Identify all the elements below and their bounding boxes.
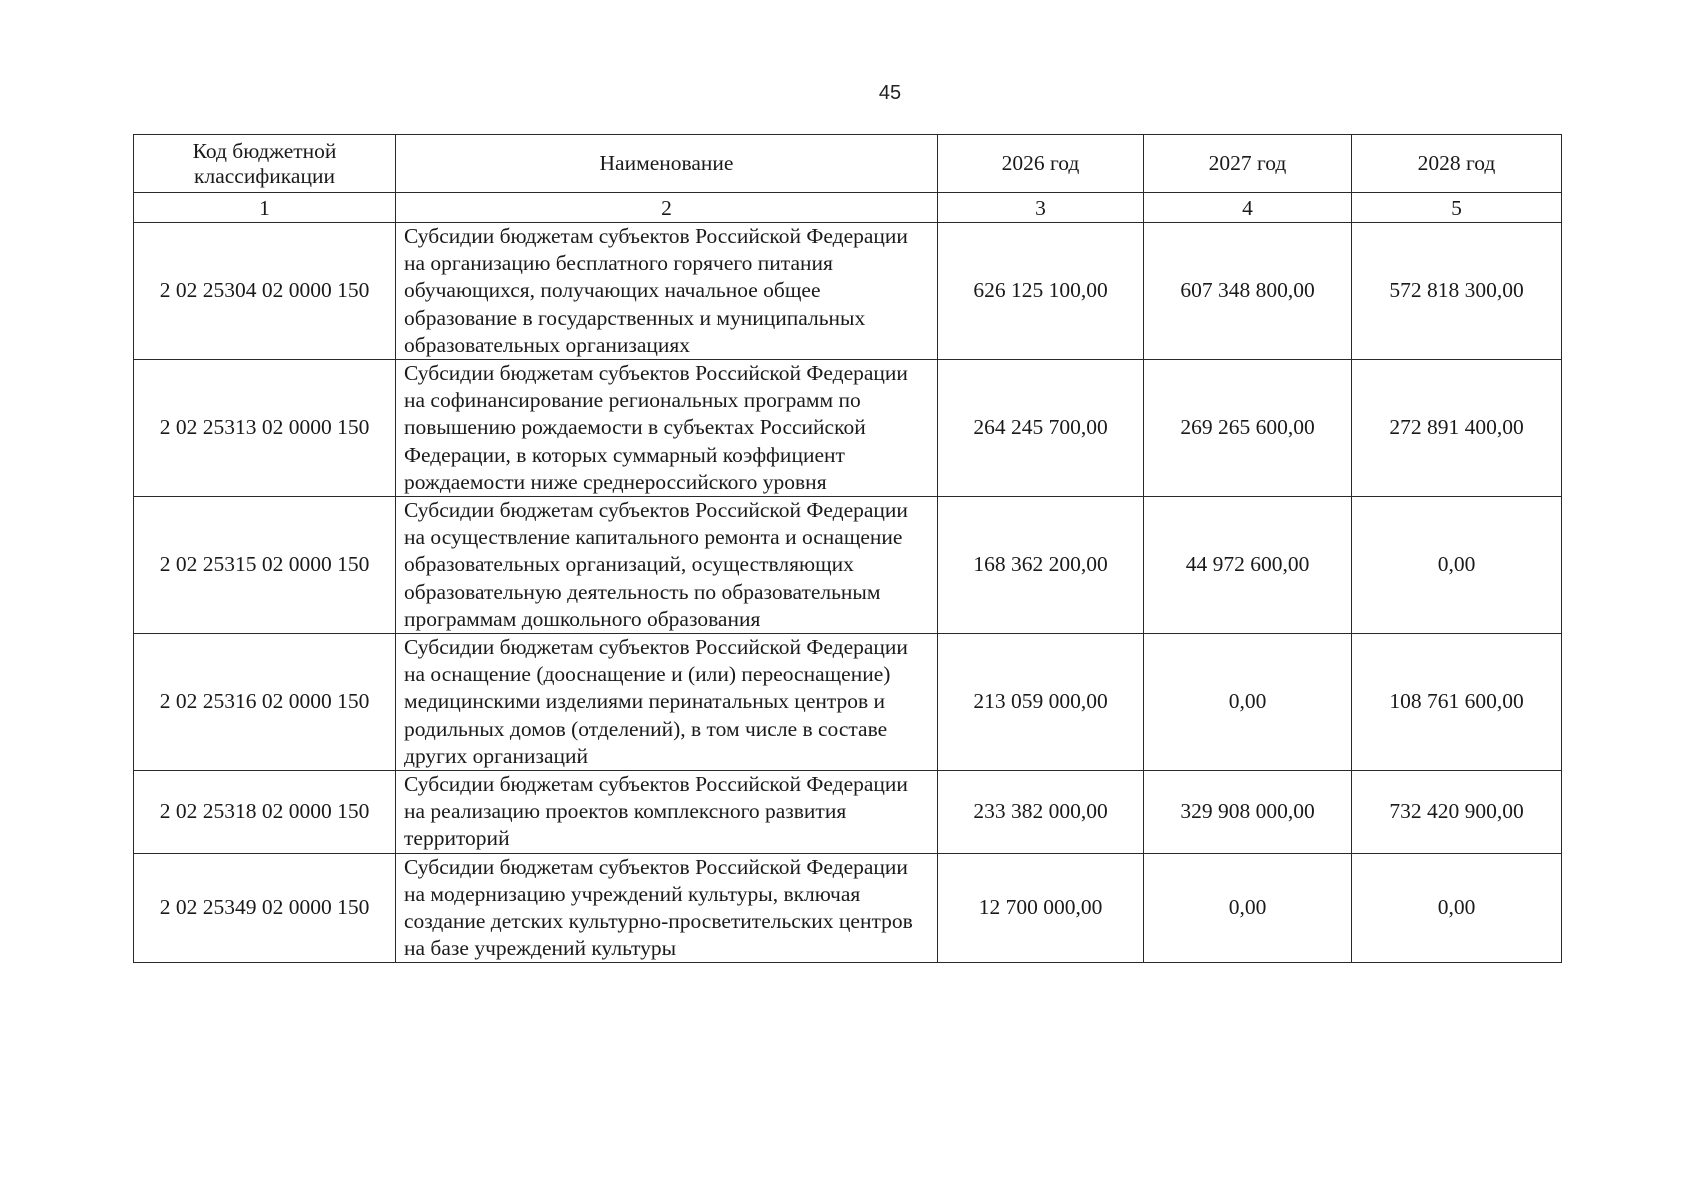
amount-2028: 108 761 600,00 xyxy=(1352,634,1562,771)
amount-2027: 0,00 xyxy=(1144,634,1352,771)
column-number-row xyxy=(134,193,1562,223)
header-year-2026: 2026 год xyxy=(938,135,1144,193)
amount-2026: 626 125 100,00 xyxy=(938,223,1144,360)
item-name: Субсидии бюджетам субъектов Российской Федерации на реализацию проектов комплексного развития территорий xyxy=(396,771,938,854)
budget-table xyxy=(133,134,1562,963)
item-name: Субсидии бюджетам субъектов Российской Федерации на организацию бесплатного горячего питания обучающихся, получающих начальное общее образование в государственных и муниципальных образовательных организациях xyxy=(396,223,938,360)
amount-2027: 269 265 600,00 xyxy=(1144,360,1352,497)
amount-2028: 732 420 900,00 xyxy=(1352,771,1562,854)
amount-2027: 329 908 000,00 xyxy=(1144,771,1352,854)
budget-code: 2 02 25349 02 0000 150 xyxy=(134,853,396,963)
amount-2028: 272 891 400,00 xyxy=(1352,360,1562,497)
budget-code: 2 02 25313 02 0000 150 xyxy=(134,360,396,497)
item-name: Субсидии бюджетам субъектов Российской Федерации на оснащение (дооснащение и (или) переоснащение) медицинскими изделиями перинатальных центров и родильных домов (отделений), в том числе в составе других организаций xyxy=(396,634,938,771)
column-number: 2 xyxy=(396,193,938,223)
amount-2026: 213 059 000,00 xyxy=(938,634,1144,771)
amount-2027: 607 348 800,00 xyxy=(1144,223,1352,360)
amount-2026: 168 362 200,00 xyxy=(938,497,1144,634)
item-name: Субсидии бюджетам субъектов Российской Федерации на софинансирование региональных программ по повышению рождаемости в субъектах Российской Федерации, в которых суммарный коэффициент рождаемости ниже среднероссийского уровня xyxy=(396,360,938,497)
column-number: 3 xyxy=(938,193,1144,223)
header-name: Наименование xyxy=(396,135,938,193)
item-name: Субсидии бюджетам субъектов Российской Федерации на модернизацию учреждений культуры, включая создание детских культурно-просветительских центров на базе учреждений культуры xyxy=(396,853,938,963)
amount-2026: 12 700 000,00 xyxy=(938,853,1144,963)
amount-2028: 0,00 xyxy=(1352,853,1562,963)
budget-code: 2 02 25316 02 0000 150 xyxy=(134,634,396,771)
budget-code: 2 02 25304 02 0000 150 xyxy=(134,223,396,360)
table-header-row xyxy=(134,135,1562,193)
table-row xyxy=(134,497,1562,634)
table-row xyxy=(134,634,1562,771)
amount-2028: 0,00 xyxy=(1352,497,1562,634)
header-year-2027: 2027 год xyxy=(1144,135,1352,193)
amount-2026: 233 382 000,00 xyxy=(938,771,1144,854)
amount-2026: 264 245 700,00 xyxy=(938,360,1144,497)
table-row xyxy=(134,223,1562,360)
budget-code: 2 02 25318 02 0000 150 xyxy=(134,771,396,854)
item-name: Субсидии бюджетам субъектов Российской Федерации на осуществление капитального ремонта и оснащение образовательных организаций, осуществляющих образовательную деятельность по образовательным программам дошкольного образования xyxy=(396,497,938,634)
amount-2028: 572 818 300,00 xyxy=(1352,223,1562,360)
header-year-2028: 2028 год xyxy=(1352,135,1562,193)
table-row xyxy=(134,771,1562,854)
header-code: Код бюджетной классификации xyxy=(134,135,396,193)
table-row xyxy=(134,360,1562,497)
budget-code: 2 02 25315 02 0000 150 xyxy=(134,497,396,634)
amount-2027: 0,00 xyxy=(1144,853,1352,963)
page-number: 45 xyxy=(878,82,902,104)
column-number: 5 xyxy=(1352,193,1562,223)
column-number: 4 xyxy=(1144,193,1352,223)
column-number: 1 xyxy=(134,193,396,223)
table-row xyxy=(134,853,1562,963)
amount-2027: 44 972 600,00 xyxy=(1144,497,1352,634)
